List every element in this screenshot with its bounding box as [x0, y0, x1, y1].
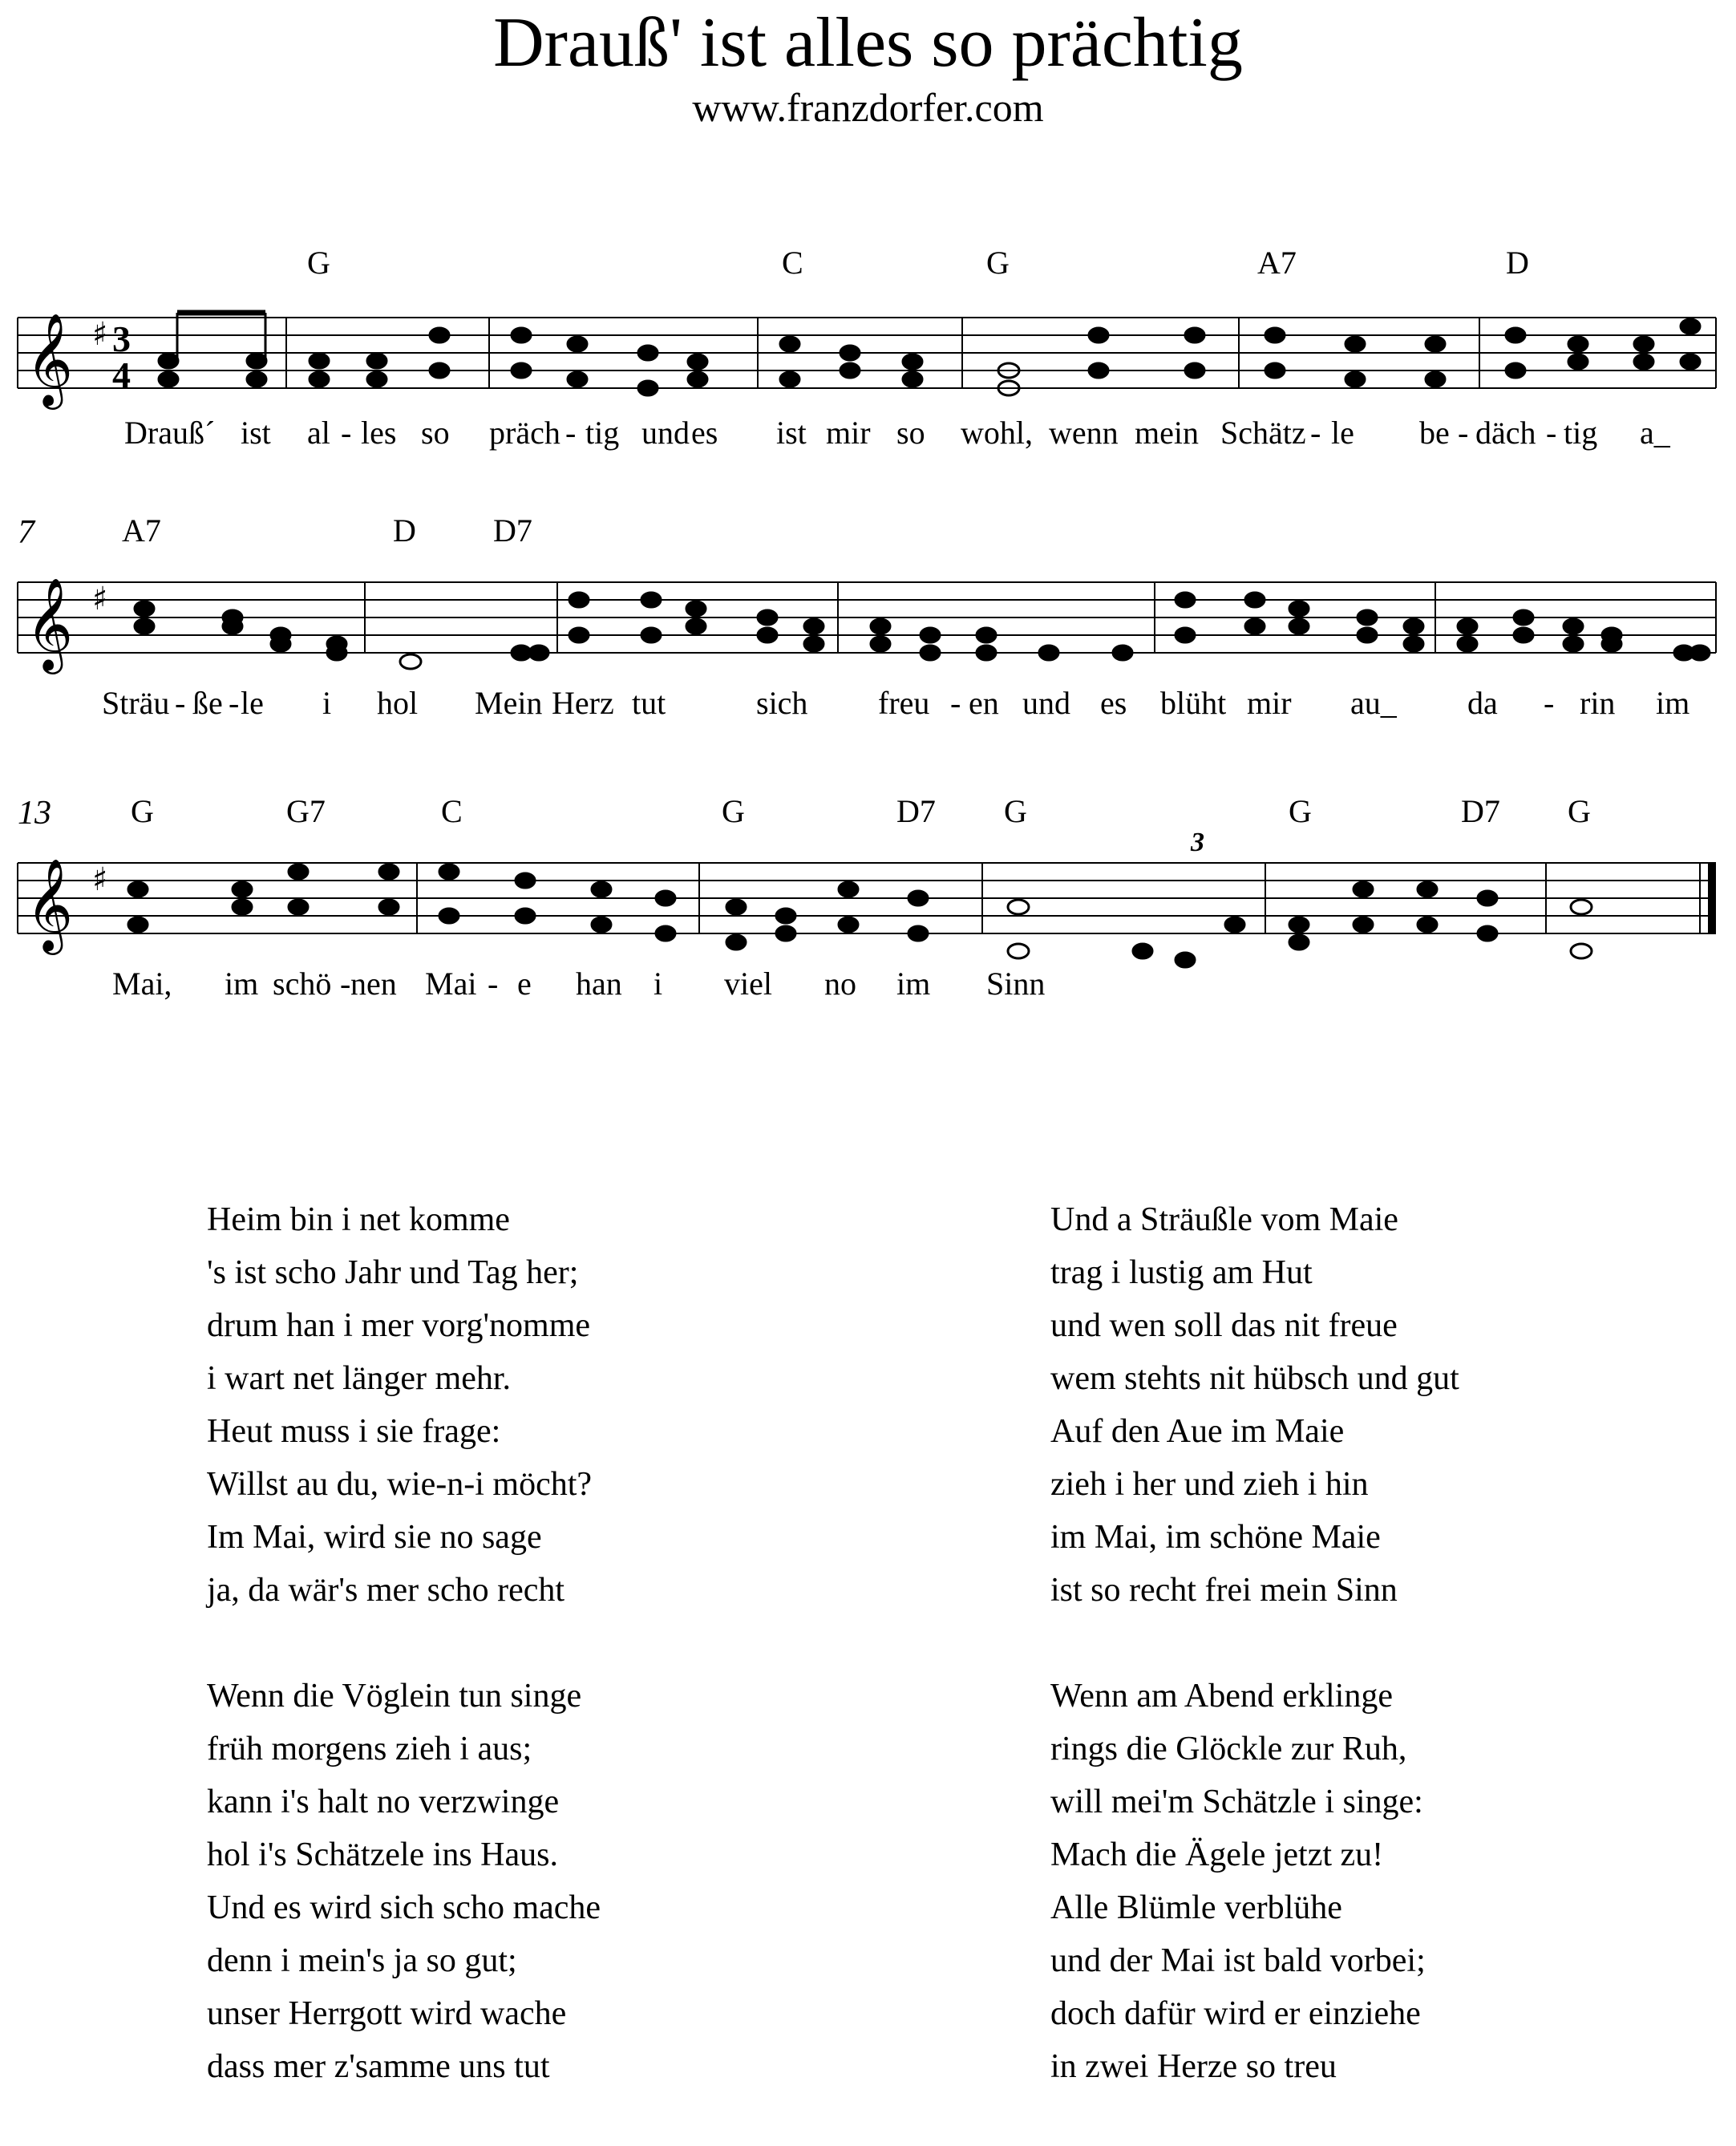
chord-symbol: A7 — [1257, 245, 1297, 281]
verse-line: Heut muss i sie frage: — [207, 1413, 501, 1450]
verse-line: ist so recht frei mein Sinn — [1050, 1572, 1398, 1609]
lyric-syllable: - — [565, 415, 577, 451]
lyric-syllable: han — [576, 966, 622, 1002]
chord-symbol: G — [307, 245, 330, 281]
chord-symbol: D — [393, 512, 416, 549]
verse-stanza — [207, 1193, 929, 1617]
triplet-marker: 3 — [1191, 828, 1204, 857]
lyric-syllable: nen — [350, 966, 397, 1002]
verse-line: hol i's Schätzele ins Haus. — [207, 1836, 558, 1873]
lyric-syllable: Mein — [475, 685, 543, 721]
lyric-syllable: rin — [1580, 685, 1616, 721]
staff-system-2 — [0, 513, 1736, 754]
verse-line: Wenn am Abend erklinge — [1050, 1678, 1393, 1715]
svg-text:𝄞: 𝄞 — [26, 577, 74, 670]
lyric-syllable: blüht — [1160, 685, 1227, 721]
website-url: www.franzdorfer.com — [692, 85, 1044, 130]
lyric-syllable: - — [1544, 685, 1555, 721]
song-title: Drauß' ist alles so prächtig — [493, 4, 1243, 82]
svg-text:♯: ♯ — [92, 316, 108, 353]
verse-line: und wen soll das nit freue — [1050, 1307, 1398, 1344]
lyric-syllable: viel — [724, 966, 772, 1002]
chord-symbol: D — [1506, 245, 1529, 281]
lyric-syllable: Drauß´ — [124, 415, 216, 451]
verse-line: Auf den Aue im Maie — [1050, 1413, 1345, 1450]
verse-line: Wenn die Vöglein tun singe — [207, 1678, 582, 1715]
verse-stanza — [207, 1670, 929, 2093]
chord-symbol: G — [1289, 793, 1312, 829]
verse-line: wem stehts nit hübsch und gut — [1050, 1360, 1459, 1397]
lyric-syllable: le — [241, 685, 264, 721]
svg-text:3: 3 — [112, 318, 131, 359]
staff-notation-3 — [0, 794, 1736, 1035]
lyric-syllable: im — [1656, 685, 1690, 721]
verse-line: Und es wird sich scho mache — [207, 1889, 601, 1926]
lyric-syllable: a_ — [1640, 415, 1670, 451]
lyric-syllable: mir — [826, 415, 871, 451]
lyric-syllable: al — [307, 415, 330, 451]
verse-line: drum han i mer vorg'nomme — [207, 1307, 591, 1344]
verse-line: Heim bin i net komme — [207, 1201, 510, 1238]
lyric-syllable: ist — [776, 415, 807, 451]
lyric-syllable: präch — [489, 415, 560, 451]
verse-stanza — [1050, 1193, 1708, 1617]
verse-line: rings die Glöckle zur Ruh, — [1050, 1731, 1407, 1767]
chord-symbol: G7 — [286, 793, 326, 829]
staff-system-3 — [0, 794, 1736, 1035]
lyric-syllable: no — [824, 966, 856, 1002]
verse-line: trag i lustig am Hut — [1050, 1254, 1313, 1291]
lyric-syllable: Herz — [552, 685, 614, 721]
chord-symbol: G — [1004, 793, 1027, 829]
lyric-syllable: Sinn — [986, 966, 1046, 1002]
svg-text:4: 4 — [112, 354, 131, 395]
lyric-syllable: ße — [192, 685, 223, 721]
verse-stanza — [1050, 1670, 1708, 2093]
verses-right-column — [1050, 1193, 1708, 2146]
lyric-syllable: tig — [1564, 415, 1598, 451]
staff-system-1 — [0, 241, 1736, 481]
lyric-syllable: mein — [1135, 415, 1199, 451]
lyric-syllable: so — [421, 415, 450, 451]
lyric-syllable: ist — [241, 415, 271, 451]
lyric-syllable: und — [641, 415, 690, 451]
lyric-syllable: hol — [377, 685, 419, 721]
lyric-syllable: en — [969, 685, 999, 721]
lyric-syllable: Mai — [425, 966, 477, 1002]
verses-left-column — [207, 1193, 929, 2146]
verse-line: doch dafür wird er einziehe — [1050, 1995, 1421, 2032]
lyric-syllable: Sträu — [102, 685, 170, 721]
lyric-syllable: au_ — [1350, 685, 1397, 721]
chord-symbol: C — [782, 245, 803, 281]
lyric-syllable: mir — [1247, 685, 1292, 721]
lyric-syllable: tig — [585, 415, 620, 451]
verse-line: Willst au du, wie-n-i möcht? — [207, 1466, 593, 1503]
lyric-syllable: - — [340, 966, 351, 1002]
lyric-syllable: i — [322, 685, 332, 721]
svg-text:𝄞: 𝄞 — [26, 312, 74, 406]
chord-symbol: D7 — [493, 512, 532, 549]
verse-line: i wart net länger mehr. — [207, 1360, 512, 1397]
lyric-syllable: i — [654, 966, 663, 1002]
measure-number: 13 — [18, 795, 51, 832]
lyric-syllable: schö — [273, 966, 332, 1002]
chord-symbol: G — [986, 245, 1010, 281]
lyric-syllable: le — [1331, 415, 1354, 451]
lyric-syllable: so — [896, 415, 925, 451]
verse-line: zieh i her und zieh i hin — [1050, 1466, 1369, 1503]
verse-line: kann i's halt no verzwinge — [207, 1784, 560, 1820]
lyric-syllable: däch — [1475, 415, 1536, 451]
verse-line: in zwei Herze so treu — [1050, 2048, 1337, 2085]
svg-text:♯: ♯ — [92, 861, 108, 898]
verse-line: ja, da wär's mer scho recht — [207, 1572, 565, 1609]
measure-number: 7 — [18, 514, 34, 551]
verse-line: will mei'm Schätzle i singe: — [1050, 1784, 1423, 1820]
verse-line: und der Mai ist bald vorbei; — [1050, 1942, 1426, 1979]
chord-symbol: A7 — [122, 512, 161, 549]
lyric-syllable: - — [488, 966, 499, 1002]
verse-line: Und a Sträußle vom Maie — [1050, 1201, 1398, 1238]
lyric-syllable: - — [229, 685, 240, 721]
chord-symbol: G — [722, 793, 745, 829]
verse-line: Im Mai, wird sie no sage — [207, 1519, 542, 1556]
chord-symbol: G — [1568, 793, 1591, 829]
lyric-syllable: tut — [632, 685, 666, 721]
lyric-syllable: - — [950, 685, 961, 721]
lyric-syllable: be — [1419, 415, 1450, 451]
verse-line: Alle Blümle verblühe — [1050, 1889, 1342, 1926]
lyric-syllable: freu — [878, 685, 930, 721]
chord-symbol: D7 — [1461, 793, 1500, 829]
verse-line: 's ist scho Jahr und Tag her; — [207, 1254, 579, 1291]
verse-line: Mach die Ägele jetzt zu! — [1050, 1836, 1384, 1873]
lyric-syllable: les — [361, 415, 397, 451]
chord-symbol: C — [441, 793, 463, 829]
lyric-syllable: im — [896, 966, 931, 1002]
lyric-syllable: e — [517, 966, 532, 1002]
lyric-syllable: - — [1310, 415, 1321, 451]
lyric-syllable: Mai, — [112, 966, 172, 1002]
verse-line: dass mer z'samme uns tut — [207, 2048, 550, 2085]
lyric-syllable: - — [1458, 415, 1469, 451]
lyric-syllable: im — [225, 966, 259, 1002]
lyric-syllable: da — [1467, 685, 1498, 721]
lyric-syllable: - — [341, 415, 352, 451]
lyric-syllable: sich — [756, 685, 808, 721]
verse-line: früh morgens zieh i aus; — [207, 1731, 532, 1767]
chord-symbol: G — [131, 793, 154, 829]
lyric-syllable: wenn — [1049, 415, 1119, 451]
svg-text:♯: ♯ — [92, 581, 108, 617]
verse-line: denn i mein's ja so gut; — [207, 1942, 517, 1979]
lyric-syllable: und — [1022, 685, 1070, 721]
chord-symbol: D7 — [896, 793, 936, 829]
lyric-syllable: Schätz — [1220, 415, 1306, 451]
verse-line: im Mai, im schöne Maie — [1050, 1519, 1381, 1556]
lyric-syllable: es — [691, 415, 718, 451]
svg-text:𝄞: 𝄞 — [26, 857, 74, 951]
lyric-syllable: - — [1546, 415, 1557, 451]
lyric-syllable: wohl, — [961, 415, 1033, 451]
lyric-syllable: es — [1100, 685, 1127, 721]
lyric-syllable: - — [175, 685, 186, 721]
verse-line: unser Herrgott wird wache — [207, 1995, 567, 2032]
